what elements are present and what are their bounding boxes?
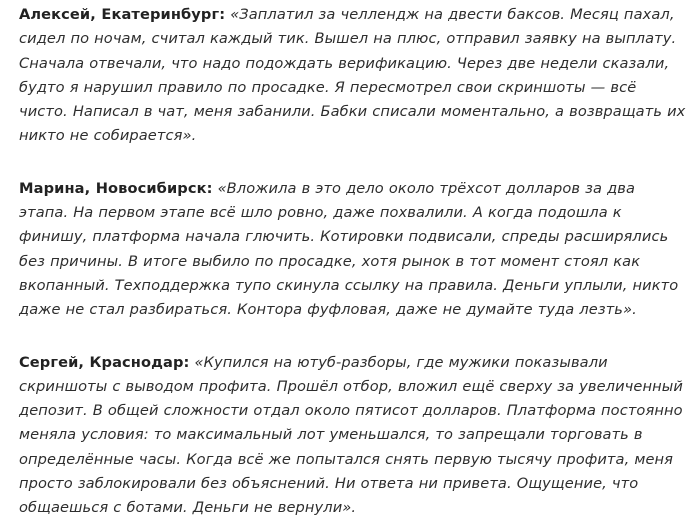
testimonial-author: Алексей, Екатеринбург: xyxy=(19,6,226,23)
testimonial-text: «Заплатил за челлендж на двести баксов. Месяц пахал, сидел по ночам, считал каждый тик. Вышел на плюс, отправил заявку на выплату. Сначала отвечали, что надо подождать верификацию. Через две недели сказали, будто я нарушил правило по просадке. Я пересмотрел свои скриншоты — всё чисто. Написал в чат, меня забанили. Бабки списали моментально, а возвращать их никто не собирается». xyxy=(19,6,686,145)
testimonial-author: Марина, Новосибирск: xyxy=(19,179,213,197)
testimonial-text: «Купился на ютуб-разборы, где мужики показывали скриншоты с выводом профита. Прошёл отбор, вложил ещё сверху за увеличенный депозит. В общей сложности отдал около пятисот долларов. Платформа постоянно меняла условия: то максимальный лот уменьшался, то запрещали торговать в определённые часы. Когда всё же попытался снять первую тысячу профита, меня просто заблокировали без объяснений. Ни ответа ни привета. Ощущение, что общаешься с ботами. Деньги не вернули». xyxy=(19,353,683,517)
testimonial-sergey xyxy=(19,351,686,521)
testimonial-author: Сергей, Краснодар: xyxy=(19,353,190,371)
testimonial-alexey xyxy=(19,3,686,149)
testimonial-marina xyxy=(19,177,686,323)
testimonial-text: «Вложила в это дело около трёхсот долларов за два этапа. На первом этапе всё шло ровно, даже похвалили. А когда подошла к финишу, платформа начала глючить. Котировки подвисали, спреды расширялись без причины. В итоге выбило по просадке, хотя рынок в тот момент стоял как вкопанный. Техподдержка тупо скинула ссылку на правила. Деньги уплыли, никто даже не стал разбираться. Контора фуфловая, даже не думайте туда лезть». xyxy=(19,179,679,319)
